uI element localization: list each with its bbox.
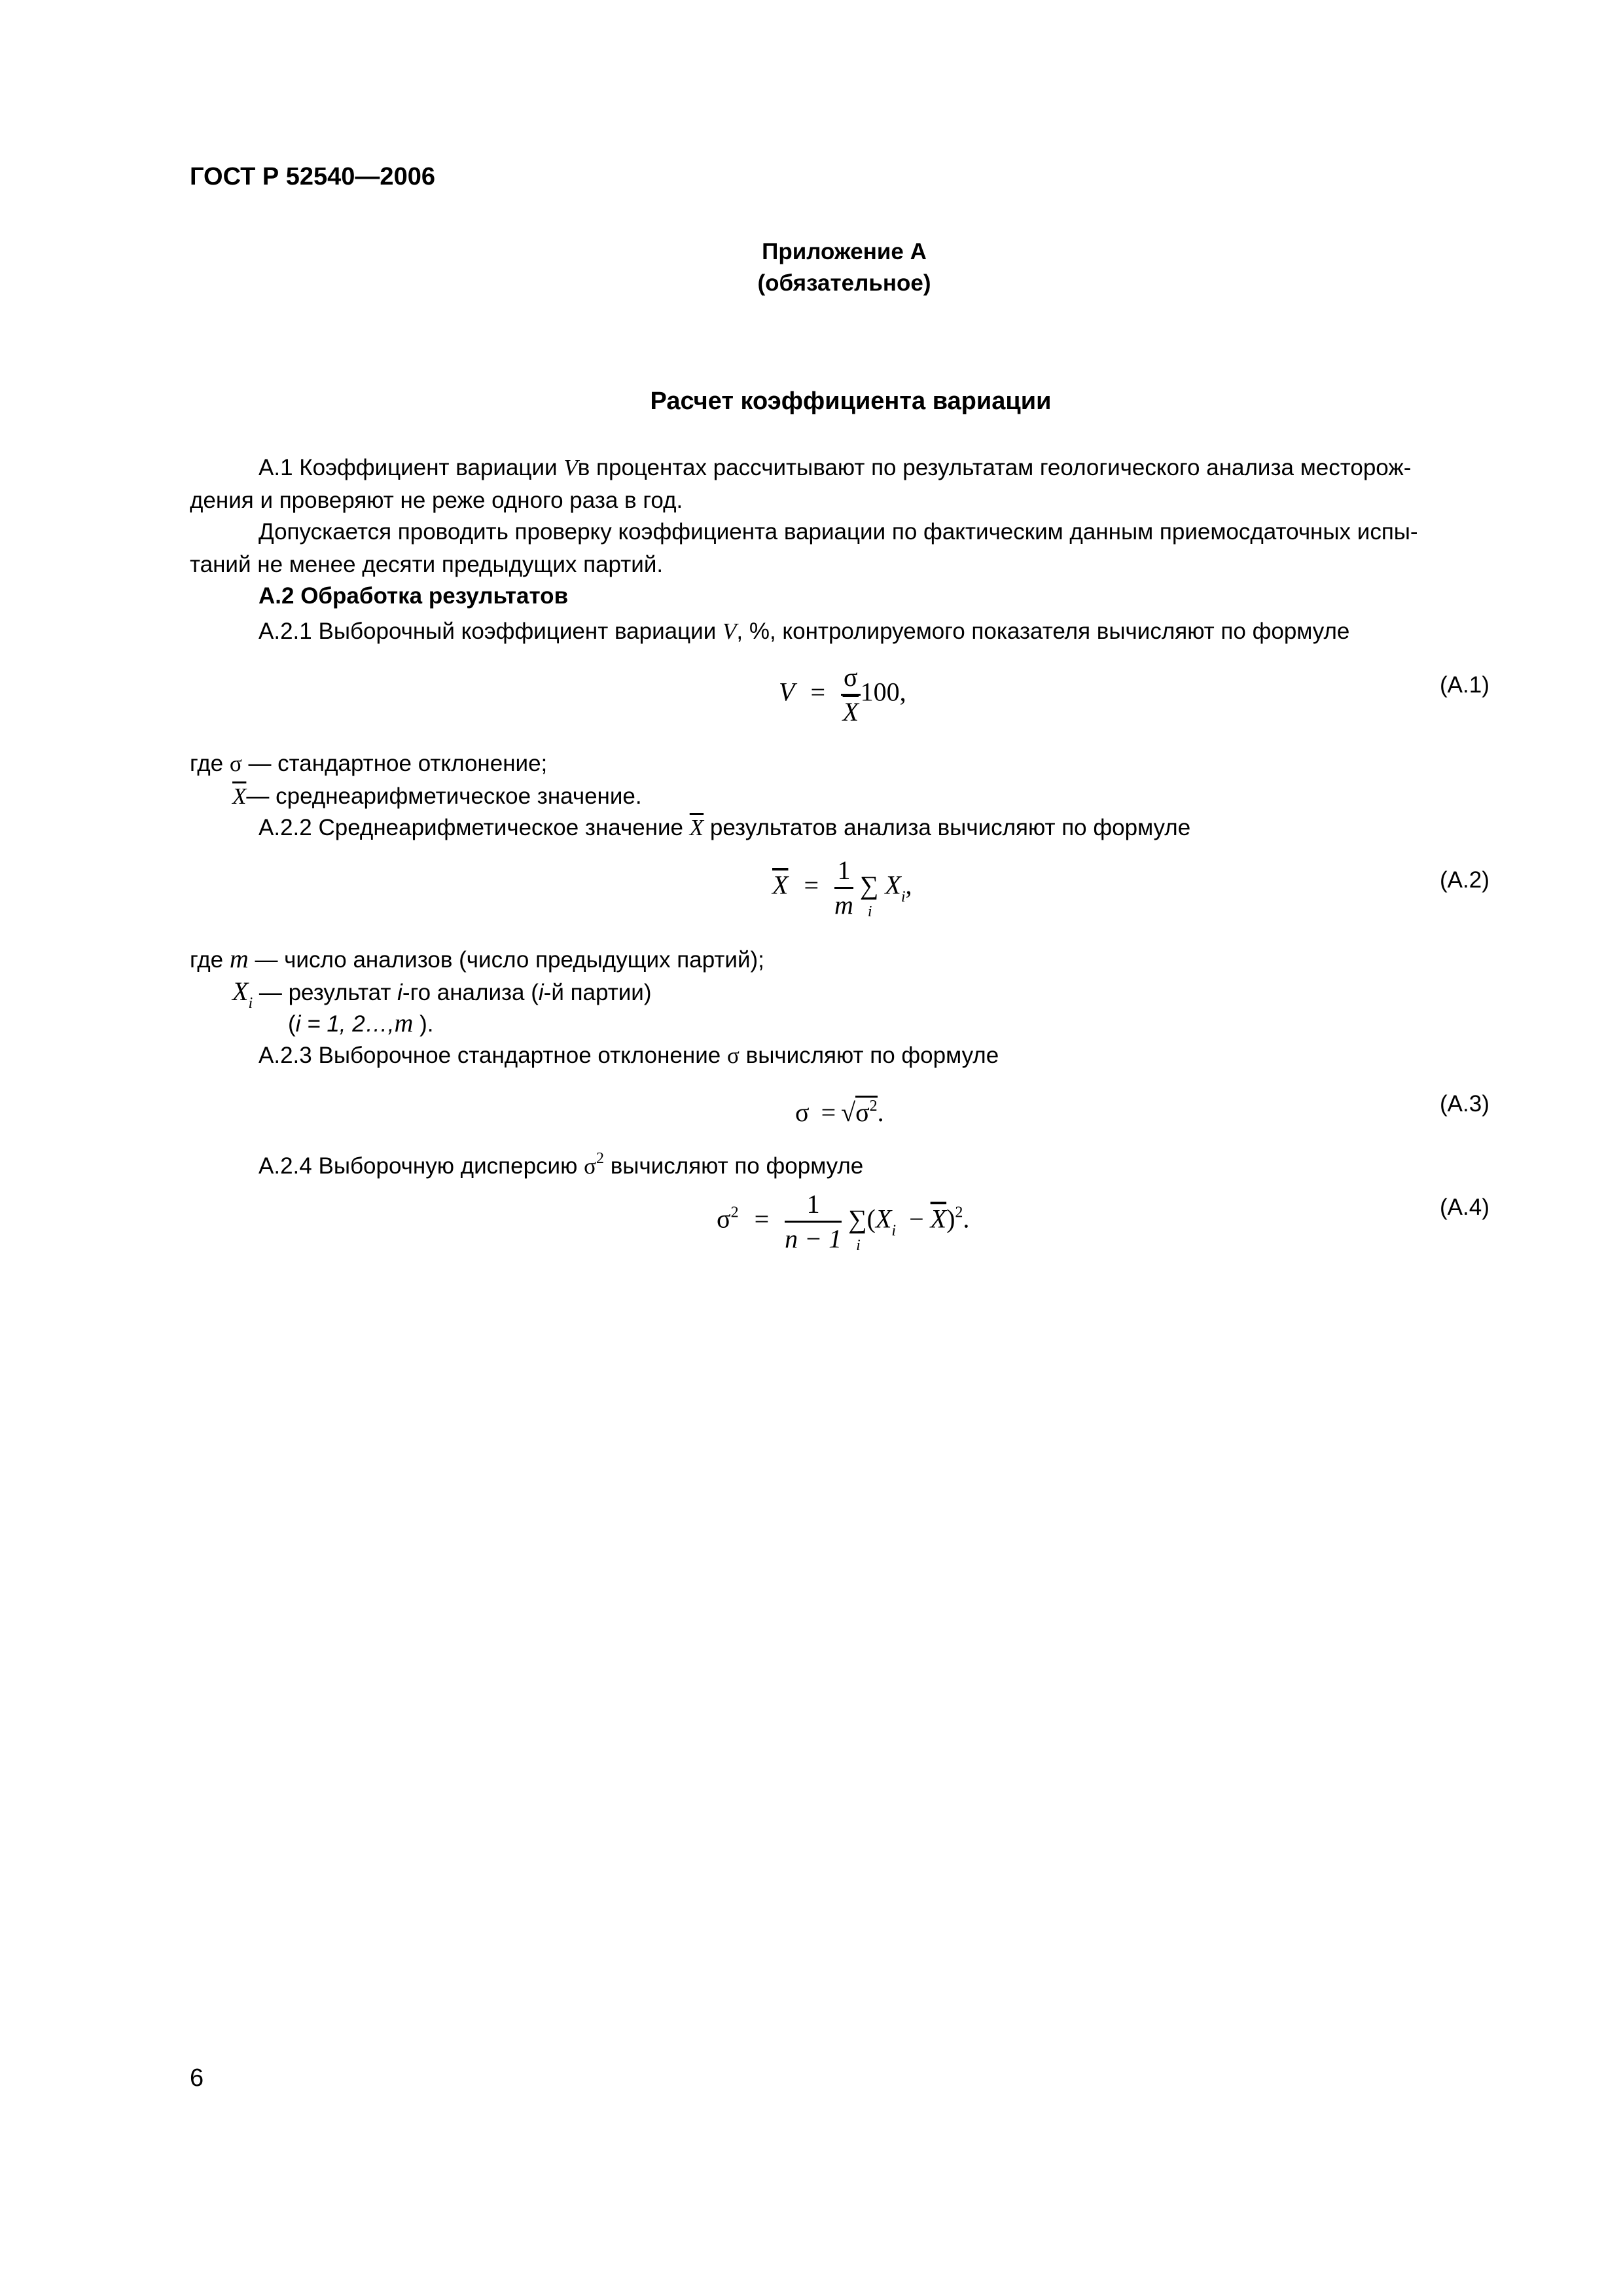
summation: ∑ i	[848, 1204, 867, 1254]
formula-label-a1: (А.1)	[1440, 672, 1489, 698]
fraction: $\frac{\sigma}{X}$	[841, 661, 861, 728]
paragraph-2-line1: Допускается проводить проверку коэффициента вариации по фактическим данным приемосдаточных испы-	[259, 519, 1418, 545]
clause-a24: А.2.4 Выборочную дисперсию $\sigma^2$ вычисляют по формуле	[259, 1150, 864, 1179]
clause-number: А.2.4	[259, 1153, 312, 1179]
radicand: $\sigma^2$	[855, 1096, 878, 1127]
page-number: 6	[190, 2064, 204, 2092]
paragraph-a1-line2: дения и проверяют не реже одного раза в год.	[190, 488, 683, 513]
where-m: где m — число анализов (число предыдущих партий);	[190, 944, 764, 973]
clause-number: А.1	[259, 455, 293, 480]
subsection-heading-a2: А.2 Обработка результатов	[259, 583, 569, 609]
appendix-title: Приложение А	[762, 239, 927, 264]
index-range: (i = 1, 2…,m ).	[288, 1008, 434, 1037]
paragraph-2-line2: таний не менее десяти предыдущих партий.	[190, 552, 664, 577]
formula-a3: $\sigma = √\sigma^2$.	[795, 1090, 884, 1129]
formula-label-a2: (А.2)	[1440, 867, 1489, 893]
appendix-status: (обязательное)	[757, 270, 931, 296]
document-code: ГОСТ Р 52540—2006	[190, 163, 435, 190]
formula-label-a3: (А.3)	[1440, 1091, 1489, 1117]
fraction: $\frac{1}{n - 1}$	[785, 1189, 842, 1253]
formula-a1: V = $\frac{\sigma}{X}$ 100,	[779, 661, 906, 728]
clause-a23: А.2.3 Выборочное стандартное отклонение σ вычисляют по формуле	[259, 1043, 999, 1068]
formula-a4: $\sigma^2$ = $\frac{1}{n - 1}$ ∑ i $(X_i - \overline{X})^2$.	[717, 1188, 969, 1255]
clause-a21: А.2.1 Выборочный коэффициент вариации V, %, контролируемого показателя вычисляют по формуле	[259, 619, 1350, 644]
clause-number: А.2.3	[259, 1043, 312, 1068]
clause-a22: А.2.2 Среднеарифметическое значение $\overline{X}$ результатов анализа вычисляют по формуле	[259, 815, 1191, 840]
where-xi: $X_i$ — результат i-го анализа (i-й партии)	[232, 977, 652, 1012]
fraction: $\frac{1}{m}$	[834, 855, 853, 920]
paragraph-a1-line1: А.1 Коэффициент вариации Vв процентах рассчитывают по результатам геологического анализа месторож-	[259, 455, 1412, 480]
where-xbar: $\overline{X}—$ среднеарифметическое значение.	[232, 783, 642, 809]
clause-number: А.2.1	[259, 619, 312, 644]
variable-v: V	[563, 455, 578, 480]
where-sigma: где σ — стандартное отклонение;	[190, 751, 548, 776]
formula-a2: $\overline{X}$ = $\frac{1}{m}$ ∑ i $X_i$,	[772, 854, 912, 922]
section-title: Расчет коэффициента вариации	[650, 387, 1052, 415]
sqrt-icon: √	[841, 1098, 856, 1127]
summation: ∑ i	[859, 870, 879, 920]
clause-number: А.2.2	[259, 815, 312, 840]
formula-label-a4: (А.4)	[1440, 1194, 1489, 1220]
